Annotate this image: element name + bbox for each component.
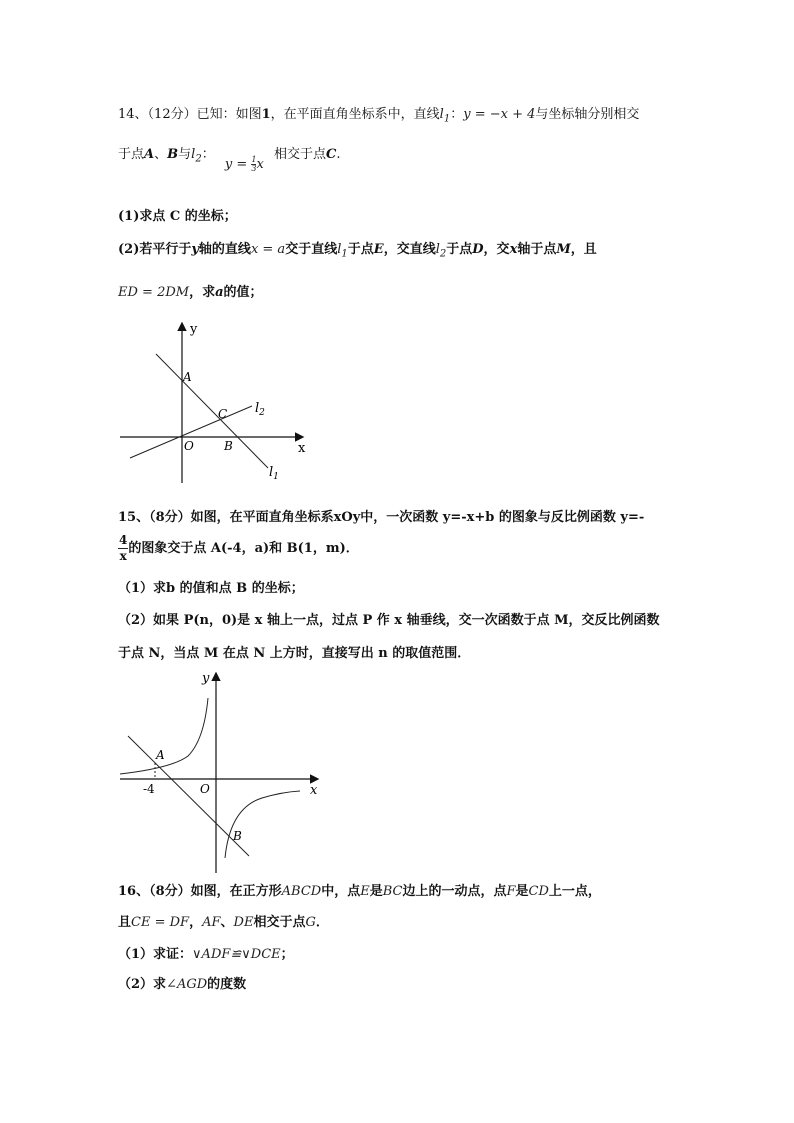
label-neg4: -4	[143, 782, 155, 796]
q14-part2-line2: ED = 2DM，求a的值；	[118, 285, 263, 300]
label-y: y	[190, 322, 198, 337]
figure-q14-graph	[112, 318, 312, 488]
q14-part1: (1)求点 C 的坐标；	[118, 209, 237, 224]
q15-part2-line2: 于点 N，当点 M 在点 N 上方时，直接写出 n 的取值范围．	[118, 646, 471, 661]
label-C: C	[218, 407, 228, 421]
label-B: B	[233, 829, 242, 843]
q16-line2: 且CE = DF，AF、DE相交于点G．	[118, 915, 329, 930]
q16-line1: 16、（8分）如图，在正方形ABCD中，点E是BC边上的一动点，点F是CD上一点，	[118, 884, 601, 899]
q15-part1: （1）求b 的值和点 B 的坐标；	[118, 581, 304, 596]
q15-fraction: $\frac{4}{x}$ 的图象交于点 A(-4，a)和 B(1，m)．	[119, 533, 359, 563]
label-A: A	[183, 370, 192, 384]
q16-part1: （1）求证：∨ADF≌∨DCE；	[118, 947, 294, 962]
q16-part2: （2）求∠AGD的度数	[118, 977, 247, 992]
equation-l1: y = −x + 4	[463, 107, 536, 122]
label-O: O	[200, 782, 210, 796]
l2-symbol: $l_2$	[191, 147, 202, 165]
equation-x-a: x = a	[250, 242, 286, 257]
label-B: B	[224, 439, 233, 453]
label-x: x	[310, 783, 318, 798]
q15-part2-line1: （2）如果 P(n，0)是 x 轴上一点，过点 P 作 x 轴垂线，交一次函数于点 M，交反比例函数	[118, 613, 660, 628]
equation-l2: y = $\frac{1}{3}$ x	[224, 155, 264, 173]
q14-part2-line1: (2)若平行于y轴的直线x = a交于直线$l_1$于点E，交直线$l_2$于点D，交x轴于点M，且	[118, 242, 597, 260]
hyperbola-branch-right	[225, 791, 300, 858]
q14-line1: 14、（12分）已知：如图1，在平面直角坐标系中，直线$l_1$：y = −x + 4与坐标轴分别相交	[118, 107, 640, 125]
hyperbola-branch-left	[120, 698, 208, 774]
label-y: y	[202, 671, 210, 686]
figure-q15-graph	[112, 668, 327, 878]
label-x: x	[298, 441, 306, 456]
equation-ed-2dm: ED = 2DM	[118, 285, 190, 300]
l1-symbol: $l_1$	[439, 107, 451, 125]
label-A: A	[156, 748, 165, 762]
linear-function-line	[128, 736, 249, 856]
q15-line1: 15、（8分）如图，在平面直角坐标系xOy中，一次函数 y=-x+b 的图象与反比例函数 y=-	[118, 510, 645, 525]
label-l1: $l_1$	[269, 465, 279, 482]
label-O: O	[184, 439, 194, 453]
label-l2: $l_2$	[255, 401, 265, 418]
q14-line2: 于点A、B与$l_2$： y = $\frac{1}{3}$ x 相交于点C.	[118, 147, 341, 173]
line-l1	[156, 354, 268, 468]
